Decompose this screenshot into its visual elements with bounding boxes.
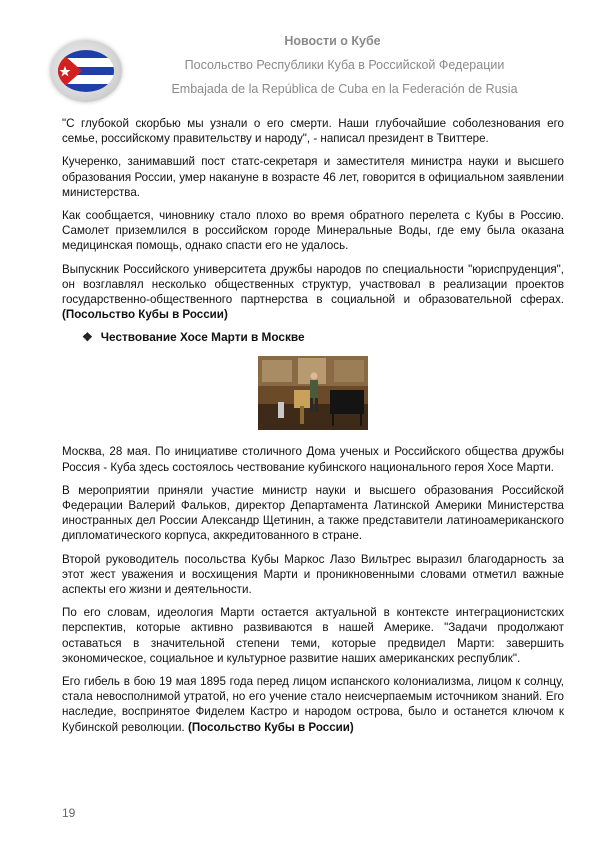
event-photo: [258, 356, 368, 430]
paragraph-kucherenko: Кучеренко, занимавший пост статс-секретаря и заместителя министра науки и высшего образования России, умер накануне в возрасте 46 лет, говорится в официальном заявлении министерства.: [62, 155, 564, 199]
page-header: [0, 0, 609, 110]
paragraph-legacy-text: Его гибель в бою 19 мая 1895 года перед лицом испанского колониализма, лицом к солнцу, стала невосполнимой утратой, но его учение стало неисчерпаемым источником знаний. Его наследие, воспринятое Фиделем Кастро и народом острова, было и останется ключом к Кубинской революции.: [62, 675, 564, 734]
paragraph-quote: "С глубокой скорбью мы узнали о его смерти. Наши глубочайшие соболезнования его семье, российскому правительству и народу", - написал президент в Твиттере.: [62, 117, 564, 146]
photo-container: [62, 356, 564, 430]
paragraph-flight: Как сообщается, чиновнику стало плохо во время обратного перелета с Кубы в Россию. Самолет приземлился в российском городе Минеральные Воды, где ему была оказана медицинская помощь, однако спасти его не удалось.: [62, 209, 564, 253]
source-credit: (Посольство Кубы в России): [187, 720, 354, 734]
paragraph-legacy: [62, 674, 564, 735]
paragraph-alumni-text: Выпускник Российского университета дружбы народов по специальности "юриспруденция", он возглавлял несколько общественных структур, участвовал в реализации проектов государственно-общественного партнерства в социальной и образовательной сферах.: [62, 262, 564, 307]
section-heading: [82, 330, 564, 344]
header-embassy-ru: Посольство Республики Куба в Российской Федерации: [184, 58, 505, 72]
paragraph-gratitude: Второй руководитель посольства Кубы Маркос Лазо Вильтрес выразил благодарность за этот жест уважения и восхищения Марти и проникновенными словами отметил важные аспекты его жизни и деятельности.: [62, 552, 564, 597]
paragraph-ideology: По его словам, идеология Марти остается актуальной в контексте интеграционистских перспектив, которые активно развиваются в нашей Америке. "Задачи продолжают оставаться в значительной степени теми, которые предвидел Марти: завершить экономическое, социальное и культурное развитие наших американских республик".: [62, 606, 564, 665]
source-credit: (Посольство Кубы в России): [62, 308, 228, 322]
article-body: [62, 116, 564, 743]
paragraph-alumni: [62, 262, 564, 323]
header-embassy-es: Embajada de la República de Cuba en la Federación de Rusia: [171, 82, 518, 96]
paragraph-participants: В мероприятии приняли участие министр науки и высшего образования Российской Федерации Валерий Фальков, директор Департамента Латинской Америки Министерства иностранных дел России Александр Щетинин, а также представители латиноамериканского дипломатического корпуса, аккредитованного в стране.: [62, 483, 564, 543]
header-news-title: Новости о Кубе: [284, 34, 381, 48]
page-number: 19: [62, 806, 76, 820]
section-title-text: Чествование Хосе Марти в Москве: [100, 330, 305, 345]
paragraph-moscow: Москва, 28 мая. По инициативе столичного Дома ученых и Российского общества дружбы Россия - Куба здесь состоялось чествование кубинского национального героя Хосе Марти.: [62, 445, 564, 474]
diamond-bullet-icon: ❖: [82, 330, 93, 345]
